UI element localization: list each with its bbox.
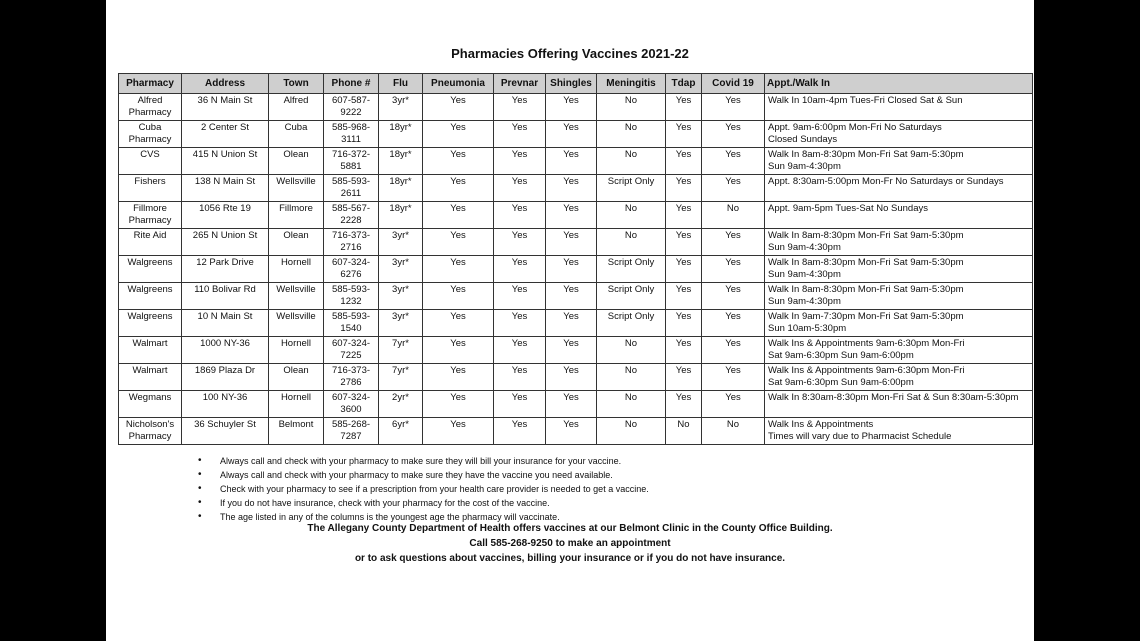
cell-pneumonia: Yes: [423, 229, 494, 256]
cell-town: Wellsville: [269, 283, 324, 310]
cell-shingles: Yes: [546, 202, 597, 229]
cell-appt: Walk In 8am-8:30pm Mon-Fri Sat 9am-5:30pm Sun 9am-4:30pm: [765, 148, 1033, 175]
cell-tdap: Yes: [666, 202, 702, 229]
cell-prevnar: Yes: [494, 418, 546, 445]
cell-town: Alfred: [269, 94, 324, 121]
cell-shingles: Yes: [546, 175, 597, 202]
cell-tdap: Yes: [666, 256, 702, 283]
table-row: [119, 391, 1033, 418]
table-row: [119, 94, 1033, 121]
table-row: [119, 337, 1033, 364]
cell-pharmacy: Rite Aid: [119, 229, 182, 256]
cell-pharmacy: Walgreens: [119, 256, 182, 283]
cell-covid: Yes: [702, 391, 765, 418]
cell-tdap: No: [666, 418, 702, 445]
table-row: [119, 283, 1033, 310]
footer-line-2: Call 585-268-9250 to make an appointment: [469, 538, 671, 549]
cell-address: 2 Center St: [182, 121, 269, 148]
cell-tdap: Yes: [666, 121, 702, 148]
cell-flu: 7yr*: [379, 364, 423, 391]
header-tdap: Tdap: [666, 74, 702, 94]
cell-flu: 7yr*: [379, 337, 423, 364]
cell-address: 415 N Union St: [182, 148, 269, 175]
footer-line-1: The Allegany County Department of Health offers vaccines at our Belmont Clinic in the County Office Building.: [307, 523, 833, 534]
cell-pharmacy: Walgreens: [119, 283, 182, 310]
cell-prevnar: Yes: [494, 283, 546, 310]
cell-meningitis: No: [597, 94, 666, 121]
cell-appt: Walk In 8am-8:30pm Mon-Fri Sat 9am-5:30pm Sun 9am-4:30pm: [765, 283, 1033, 310]
cell-tdap: Yes: [666, 148, 702, 175]
cell-phone: 607-324-6276: [324, 256, 379, 283]
header-appt: Appt./Walk In: [765, 74, 1033, 94]
cell-appt: Walk Ins & Appointments Times will vary due to Pharmacist Schedule: [765, 418, 1033, 445]
cell-appt: Walk In 8am-8:30pm Mon-Fri Sat 9am-5:30pm Sun 9am-4:30pm: [765, 256, 1033, 283]
cell-tdap: Yes: [666, 310, 702, 337]
cell-shingles: Yes: [546, 121, 597, 148]
cell-tdap: Yes: [666, 283, 702, 310]
cell-town: Hornell: [269, 337, 324, 364]
cell-appt: Walk In 9am-7:30pm Mon-Fri Sat 9am-5:30pm Sun 10am-5:30pm: [765, 310, 1033, 337]
cell-shingles: Yes: [546, 256, 597, 283]
header-pneumonia: Pneumonia: [423, 74, 494, 94]
cell-town: Belmont: [269, 418, 324, 445]
note-item: • If you do not have insurance, check with your pharmacy for the cost of the vaccine.: [198, 496, 998, 510]
cell-address: 110 Bolivar Rd: [182, 283, 269, 310]
cell-town: Wellsville: [269, 310, 324, 337]
cell-address: 100 NY-36: [182, 391, 269, 418]
cell-prevnar: Yes: [494, 175, 546, 202]
cell-prevnar: Yes: [494, 148, 546, 175]
cell-flu: 3yr*: [379, 283, 423, 310]
cell-appt: Appt. 9am-5pm Tues-Sat No Sundays: [765, 202, 1033, 229]
cell-town: Cuba: [269, 121, 324, 148]
cell-covid: No: [702, 418, 765, 445]
header-address: Address: [182, 74, 269, 94]
cell-town: Olean: [269, 148, 324, 175]
cell-flu: 18yr*: [379, 121, 423, 148]
cell-appt: Appt. 9am-6:00pm Mon-Fri No Saturdays Closed Sundays: [765, 121, 1033, 148]
cell-covid: Yes: [702, 229, 765, 256]
cell-flu: 18yr*: [379, 148, 423, 175]
cell-pneumonia: Yes: [423, 121, 494, 148]
cell-prevnar: Yes: [494, 310, 546, 337]
cell-tdap: Yes: [666, 364, 702, 391]
cell-flu: 3yr*: [379, 94, 423, 121]
cell-prevnar: Yes: [494, 256, 546, 283]
cell-phone: 716-373-2716: [324, 229, 379, 256]
cell-tdap: Yes: [666, 229, 702, 256]
cell-meningitis: No: [597, 229, 666, 256]
cell-town: Hornell: [269, 256, 324, 283]
cell-covid: Yes: [702, 256, 765, 283]
cell-shingles: Yes: [546, 310, 597, 337]
cell-phone: 585-593-1540: [324, 310, 379, 337]
cell-meningitis: Script Only: [597, 175, 666, 202]
table-row: [119, 175, 1033, 202]
footer-line-3: or to ask questions about vaccines, billing your insurance or if you do not have insurance.: [354, 553, 786, 564]
cell-appt: Walk In 8am-8:30pm Mon-Fri Sat 9am-5:30pm Sun 9am-4:30pm: [765, 229, 1033, 256]
cell-pneumonia: Yes: [423, 94, 494, 121]
cell-prevnar: Yes: [494, 364, 546, 391]
table-row: [119, 418, 1033, 445]
cell-pharmacy: Fillmore Pharmacy: [119, 202, 182, 229]
cell-appt: Walk Ins & Appointments 9am-6:30pm Mon-Fri Sat 9am-6:30pm Sun 9am-6:00pm: [765, 337, 1033, 364]
cell-pharmacy: Nicholson's Pharmacy: [119, 418, 182, 445]
cell-address: 10 N Main St: [182, 310, 269, 337]
cell-shingles: Yes: [546, 364, 597, 391]
cell-pneumonia: Yes: [423, 175, 494, 202]
cell-meningitis: No: [597, 418, 666, 445]
cell-pharmacy: Wegmans: [119, 391, 182, 418]
cell-town: Fillmore: [269, 202, 324, 229]
cell-flu: 3yr*: [379, 229, 423, 256]
table-row: [119, 148, 1033, 175]
header-shingles: Shingles: [546, 74, 597, 94]
cell-pneumonia: Yes: [423, 283, 494, 310]
cell-phone: 716-373-2786: [324, 364, 379, 391]
cell-meningitis: Script Only: [597, 310, 666, 337]
cell-phone: 716-372-5881: [324, 148, 379, 175]
header-flu: Flu: [379, 74, 423, 94]
cell-address: 1869 Plaza Dr: [182, 364, 269, 391]
header-town: Town: [269, 74, 324, 94]
table-row: [119, 364, 1033, 391]
cell-address: 1000 NY-36: [182, 337, 269, 364]
cell-meningitis: No: [597, 391, 666, 418]
cell-pneumonia: Yes: [423, 148, 494, 175]
cell-pneumonia: Yes: [423, 310, 494, 337]
cell-meningitis: No: [597, 364, 666, 391]
cell-address: 1056 Rte 19: [182, 202, 269, 229]
cell-tdap: Yes: [666, 175, 702, 202]
vaccine-table: [118, 73, 1033, 445]
cell-address: 36 N Main St: [182, 94, 269, 121]
header-covid: Covid 19: [702, 74, 765, 94]
cell-phone: 585-567-2228: [324, 202, 379, 229]
table-row: [119, 256, 1033, 283]
table-header-row: [119, 74, 1033, 94]
cell-flu: 18yr*: [379, 202, 423, 229]
cell-pharmacy: CVS: [119, 148, 182, 175]
note-item: • Always call and check with your pharmacy to make sure they have the vaccine you need available.: [198, 468, 998, 482]
cell-covid: Yes: [702, 148, 765, 175]
note-item: • Always call and check with your pharmacy to make sure they will bill your insurance for your vaccine.: [198, 454, 998, 468]
cell-prevnar: Yes: [494, 121, 546, 148]
note-item: • The age listed in any of the columns is the youngest age the pharmacy will vaccinate.: [198, 510, 998, 524]
cell-shingles: Yes: [546, 418, 597, 445]
cell-meningitis: No: [597, 121, 666, 148]
cell-pneumonia: Yes: [423, 256, 494, 283]
table-row: [119, 229, 1033, 256]
cell-phone: 607-324-7225: [324, 337, 379, 364]
cell-prevnar: Yes: [494, 202, 546, 229]
cell-flu: 6yr*: [379, 418, 423, 445]
header-prevnar: Prevnar: [494, 74, 546, 94]
cell-appt: Walk Ins & Appointments 9am-6:30pm Mon-Fri Sat 9am-6:30pm Sun 9am-6:00pm: [765, 364, 1033, 391]
cell-pharmacy: Walgreens: [119, 310, 182, 337]
table-row: [119, 121, 1033, 148]
cell-town: Hornell: [269, 391, 324, 418]
cell-pharmacy: Walmart: [119, 337, 182, 364]
cell-phone: 607-324-3600: [324, 391, 379, 418]
header-pharmacy: Pharmacy: [119, 74, 182, 94]
table-body: [119, 94, 1033, 445]
cell-prevnar: Yes: [494, 337, 546, 364]
cell-pneumonia: Yes: [423, 364, 494, 391]
cell-pharmacy: Walmart: [119, 364, 182, 391]
cell-meningitis: Script Only: [597, 283, 666, 310]
cell-flu: 3yr*: [379, 310, 423, 337]
cell-address: 138 N Main St: [182, 175, 269, 202]
cell-phone: 585-268-7287: [324, 418, 379, 445]
cell-meningitis: No: [597, 148, 666, 175]
cell-address: 265 N Union St: [182, 229, 269, 256]
document-page: [106, 0, 1034, 641]
cell-tdap: Yes: [666, 337, 702, 364]
cell-covid: Yes: [702, 94, 765, 121]
cell-covid: Yes: [702, 121, 765, 148]
cell-covid: No: [702, 202, 765, 229]
cell-meningitis: Script Only: [597, 256, 666, 283]
cell-phone: 585-968-3111: [324, 121, 379, 148]
cell-town: Olean: [269, 364, 324, 391]
cell-phone: 607-587-9222: [324, 94, 379, 121]
cell-prevnar: Yes: [494, 94, 546, 121]
table-row: [119, 310, 1033, 337]
cell-covid: Yes: [702, 175, 765, 202]
cell-covid: Yes: [702, 364, 765, 391]
cell-pneumonia: Yes: [423, 202, 494, 229]
cell-pharmacy: Alfred Pharmacy: [119, 94, 182, 121]
cell-shingles: Yes: [546, 229, 597, 256]
cell-phone: 585-593-1232: [324, 283, 379, 310]
cell-tdap: Yes: [666, 94, 702, 121]
cell-appt: Walk In 10am-4pm Tues-Fri Closed Sat & Sun: [765, 94, 1033, 121]
cell-pneumonia: Yes: [423, 337, 494, 364]
cell-flu: 2yr*: [379, 391, 423, 418]
note-item: • Check with your pharmacy to see if a prescription from your health care provider is needed to get a vaccine.: [198, 482, 998, 496]
cell-prevnar: Yes: [494, 391, 546, 418]
cell-appt: Appt. 8:30am-5:00pm Mon-Fr No Saturdays or Sundays: [765, 175, 1033, 202]
cell-meningitis: No: [597, 202, 666, 229]
page-title: Pharmacies Offering Vaccines 2021-22: [451, 46, 689, 61]
cell-phone: 585-593-2611: [324, 175, 379, 202]
header-phone: Phone #: [324, 74, 379, 94]
cell-tdap: Yes: [666, 391, 702, 418]
cell-shingles: Yes: [546, 337, 597, 364]
cell-town: Olean: [269, 229, 324, 256]
cell-appt: Walk In 8:30am-8:30pm Mon-Fri Sat & Sun 8:30am-5:30pm: [765, 391, 1033, 418]
table-row: [119, 202, 1033, 229]
cell-pneumonia: Yes: [423, 418, 494, 445]
cell-address: 12 Park Drive: [182, 256, 269, 283]
cell-prevnar: Yes: [494, 229, 546, 256]
notes-list: [198, 454, 998, 524]
cell-pneumonia: Yes: [423, 391, 494, 418]
cell-shingles: Yes: [546, 283, 597, 310]
cell-town: Wellsville: [269, 175, 324, 202]
cell-flu: 18yr*: [379, 175, 423, 202]
cell-covid: Yes: [702, 337, 765, 364]
cell-shingles: Yes: [546, 94, 597, 121]
cell-address: 36 Schuyler St: [182, 418, 269, 445]
cell-pharmacy: Cuba Pharmacy: [119, 121, 182, 148]
header-meningitis: Meningitis: [597, 74, 666, 94]
cell-shingles: Yes: [546, 391, 597, 418]
cell-covid: Yes: [702, 310, 765, 337]
cell-pharmacy: Fishers: [119, 175, 182, 202]
cell-shingles: Yes: [546, 148, 597, 175]
cell-flu: 3yr*: [379, 256, 423, 283]
cell-covid: Yes: [702, 283, 765, 310]
cell-meningitis: No: [597, 337, 666, 364]
